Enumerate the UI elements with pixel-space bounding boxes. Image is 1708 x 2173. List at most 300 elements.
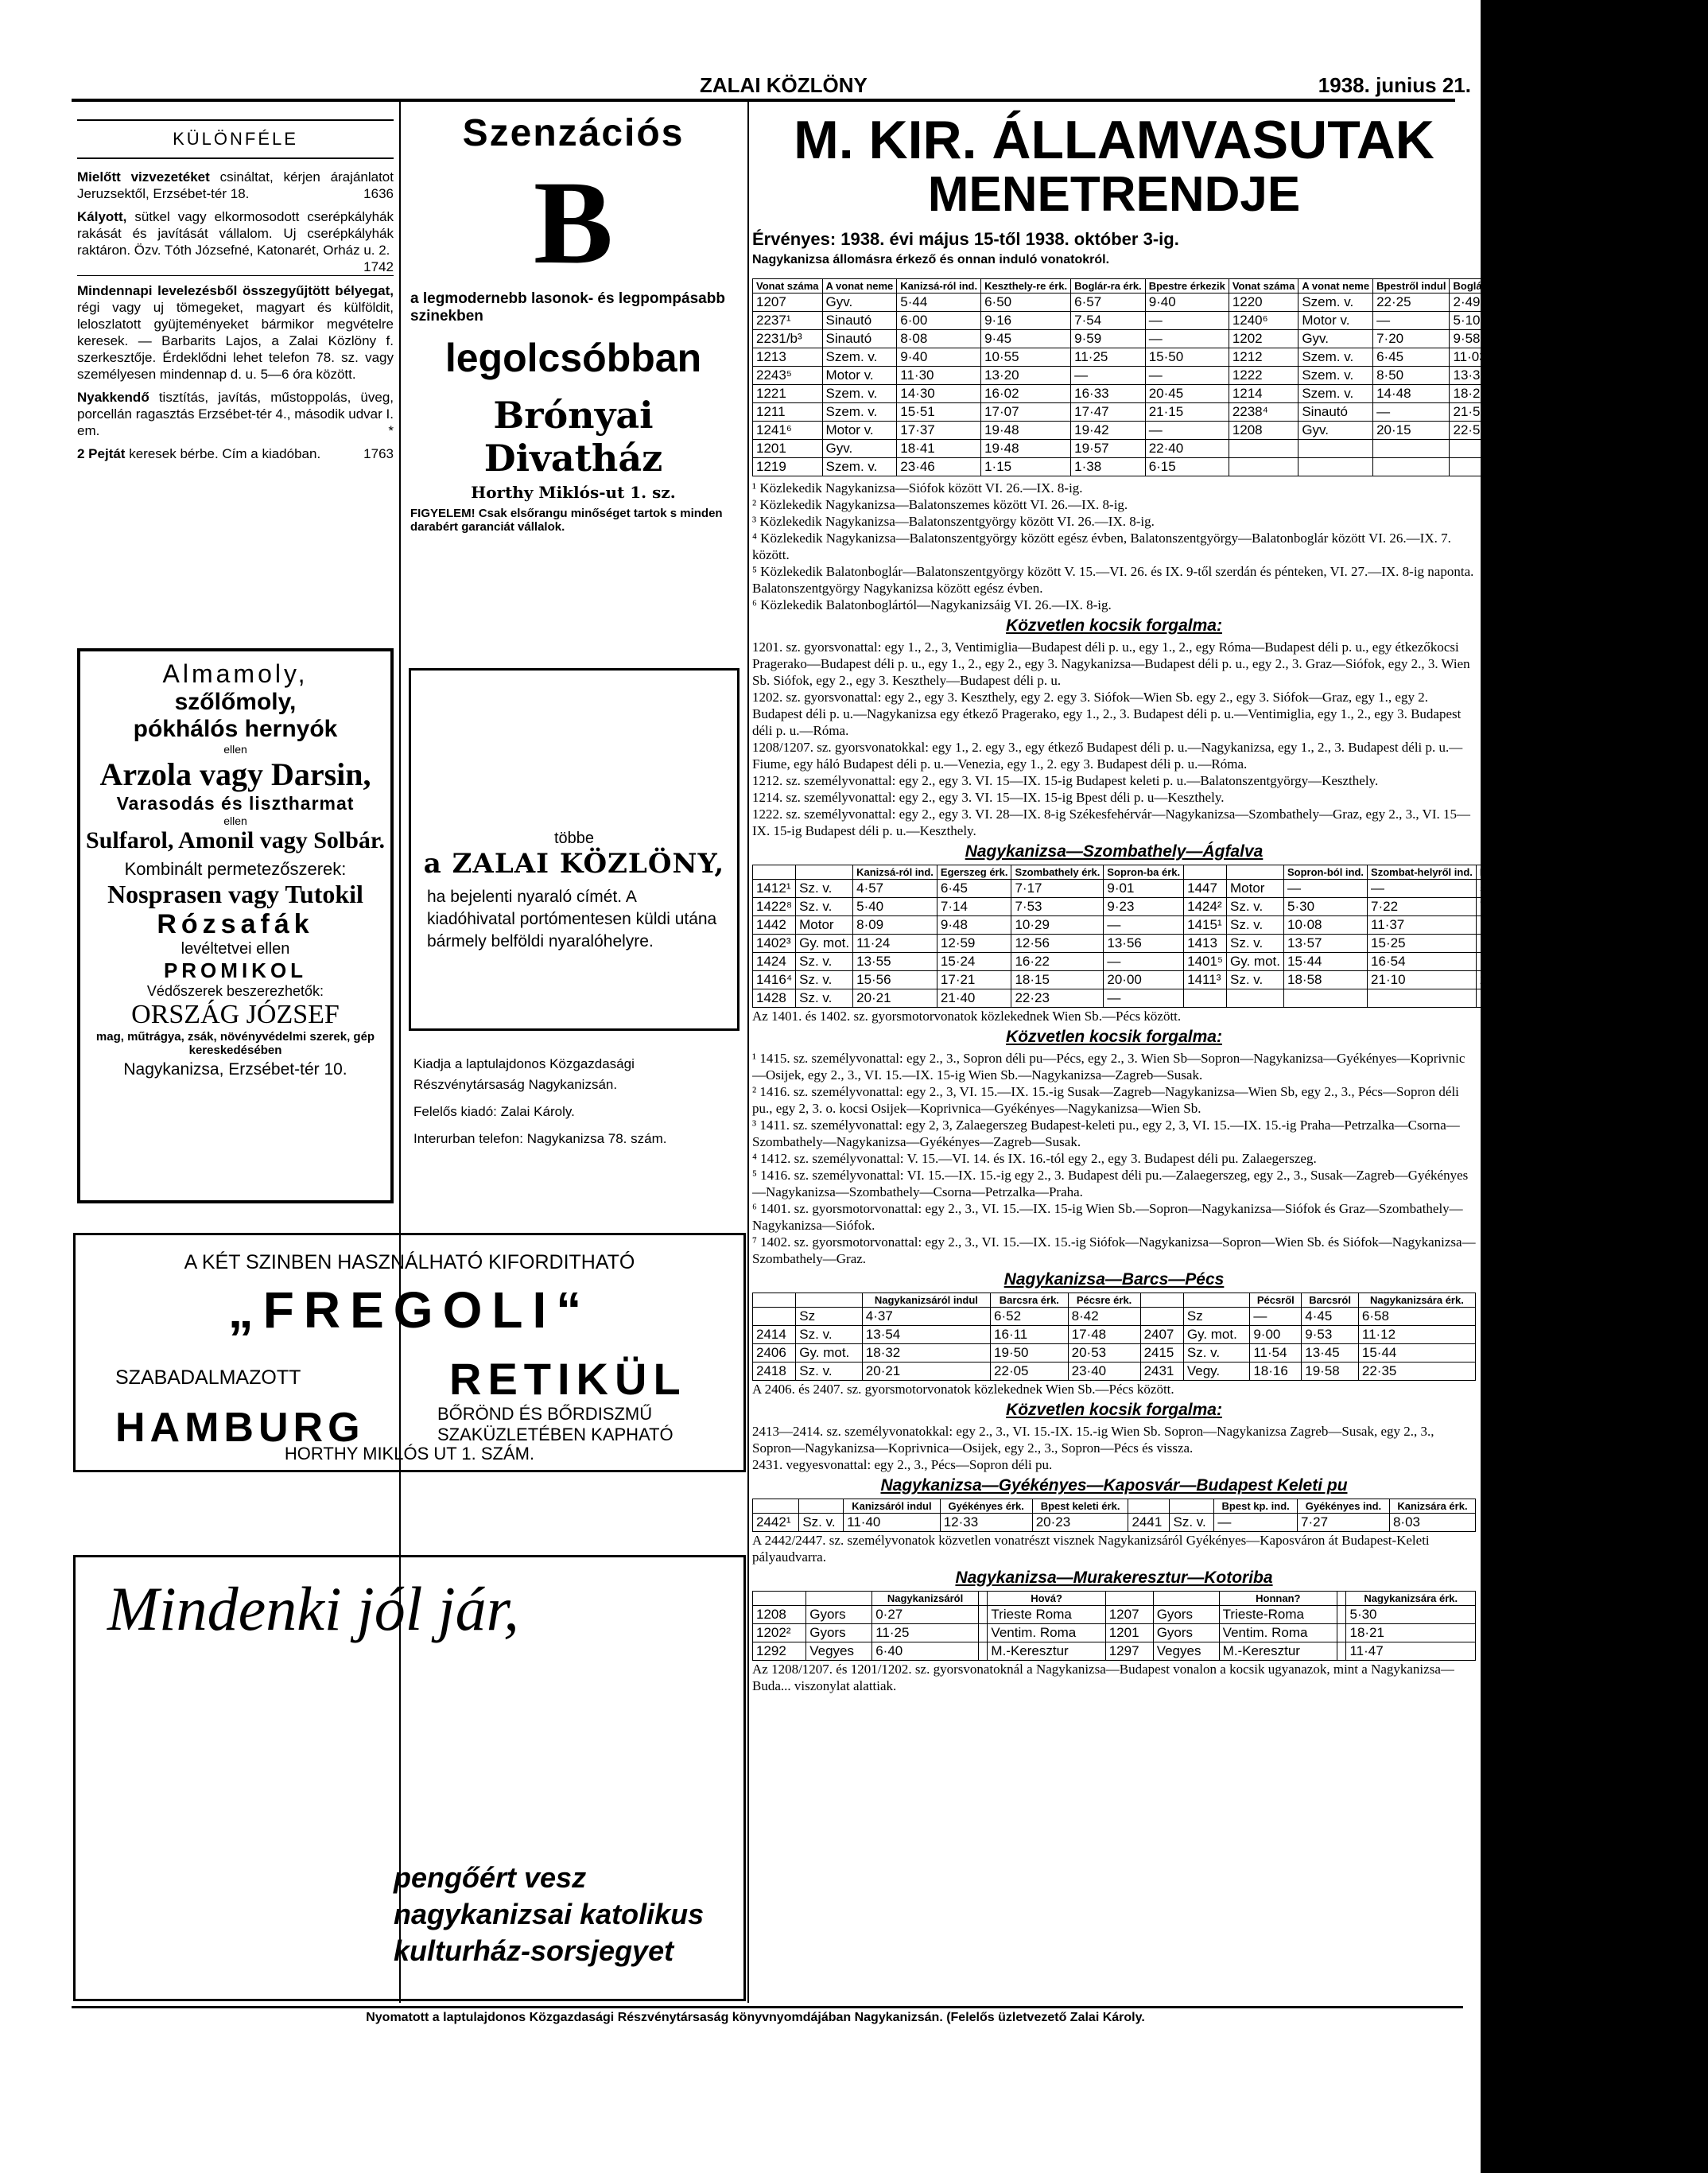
almamoly-ad [77, 648, 394, 1203]
table-cell: 6·50 [981, 293, 1071, 312]
table-cell: Trieste Roma [988, 1606, 1105, 1624]
column-header: A vonat neme [1298, 279, 1373, 293]
table-cell [978, 1624, 988, 1642]
table-cell: Szem. v. [1298, 293, 1373, 312]
table-cell: 5·30 [1284, 898, 1368, 916]
table-cell: 9·00 [1250, 1326, 1302, 1344]
table-row [753, 1344, 1476, 1362]
table-cell: Motor [1227, 880, 1284, 898]
column-header: Bpestre érkezik [1145, 279, 1229, 293]
table-cell: 20·45 [1145, 385, 1229, 403]
table-cell: Gyv. [822, 440, 897, 458]
classified-ad: Mindennapi levelezésből összegyűjtött bélyegat, régi vagy uj tömegeket, magyart és külföldit, leloszlatott gyüjteményeket bármikor megvételre keresek. — Barbarits Lajos, a Zalai Közlöny f. szerkesztője. Érdeklődni lehet telefon 78. sz. vagy személyesen mindennap d. u. 5—6 óra között. [77, 275, 394, 383]
table-cell: 5·50 [1527, 312, 1627, 330]
table-cell: Sinautó [822, 330, 897, 348]
table-cell: 0·27 [872, 1606, 979, 1624]
table-cell: 18·32 [862, 1344, 990, 1362]
table-cell: Ventim. Roma [1219, 1624, 1337, 1642]
table-cell: Sz. v. [1227, 935, 1284, 953]
table-cell: 1202 [1229, 330, 1298, 348]
column-header [1227, 865, 1284, 880]
table-cell: 2237¹ [753, 312, 823, 330]
column-header: Kanizsára érk. [1389, 1499, 1475, 1514]
table-cell: 18·58 [1284, 971, 1368, 989]
table-cell: 11·25 [872, 1624, 979, 1642]
list-item: ⁷ 1402. sz. gyorsmotorvonattal: egy 2., 3., VI. 15.—IX. 15.-ig Siófok—Nagykanizsa—Sopron—Wien Sb. és Siófok—Nagykanizsa—Szombathely—Graz. [752, 1234, 1476, 1266]
table-cell: Vegyes [806, 1642, 872, 1661]
table-cell: 6·40 [872, 1642, 979, 1661]
table-cell [1337, 1606, 1346, 1624]
table-cell: 20·23 [1032, 1514, 1128, 1532]
table-row [753, 1326, 1476, 1344]
list-item: ⁵ Közlekedik Balatonboglár—Balatonszentgyörgy között V. 15.—VI. 26. és IX. 9-től szerdán és pénteken, VI. 27.—IX. 8-ig naponta. Balatonszentgyörgy Nagykanizsa között egész évben. [752, 564, 1474, 596]
table-cell: 18·21 [1346, 1624, 1476, 1642]
table-cell: 11·40 [844, 1514, 941, 1532]
column-rule-2 [747, 102, 749, 2003]
table-cell: 6·52 [991, 1308, 1069, 1326]
column-header: Barcsra érk. [991, 1293, 1069, 1308]
table-cell: 5·30 [1346, 1606, 1476, 1624]
table-cell [1373, 440, 1450, 458]
list-item: ⁶ 1401. sz. gyorsmotorvonattal: egy 2., 3., VI. 15.—IX. 15-ig Wien Sb.—Sopron—Nagykanizsa—Siófok és Graz—Szombathely—Nagykanizsa—Siófok. [752, 1201, 1463, 1233]
table-cell: Sz. v. [796, 971, 853, 989]
zalai-kozlony-ad: többe a ZALAI KÖZLÖNY, ha bejelenti nyaraló címét. A kiadóhivatal portómentesen küldi utána bármely belföldi nyaralóhelyre. [409, 668, 739, 1031]
table-cell: 13·20 [981, 367, 1071, 385]
table-cell: Sinautó [1298, 403, 1373, 422]
table-cell: 19·57 [1071, 440, 1146, 458]
list-item: ² 1416. sz. személyvonattal: egy 2., 3, VI. 15.—IX. 15.-ig Susak—Zagreb—Nagykanizsa—Wien Sb, egy 2., 3., Pécs—Sopron déli pu., egy 2, 3. o. kocsi Osijek—Koprivnica—Gyékényes—Nagykanizsa—Wien Sb. [752, 1084, 1459, 1116]
issue-date: 1938. junius 21. [1318, 73, 1471, 97]
table-cell: 17·21 [937, 971, 1011, 989]
table-cell: 15·24 [937, 953, 1011, 971]
table-cell: Sz. v. [796, 880, 853, 898]
table-cell: 10·29 [1011, 916, 1104, 935]
column-header: Kanizsá-ról ind. [853, 865, 937, 880]
table-cell: 13·45 [1551, 916, 1632, 935]
table-cell: 8·09 [853, 916, 937, 935]
table-cell: 18·15 [1011, 971, 1104, 989]
sec5-note: Az 1208/1207. és 1201/1202. sz. gyorsvonatoknál a Nagykanizsa—Budapest vonalon a kocsik ugyanazok, mint a Nagykanizsa—Buda... viszonylat alattiak. [752, 1662, 1454, 1693]
table-cell: 5·10 [1450, 312, 1527, 330]
column-header [978, 1592, 988, 1606]
almamoly-ad-text: Almamoly, szőlőmoly, pókhálós hernyók ellen Arzola vagy Darsin, Varasodás és lisztharmat ellen Sulfarol, Amonil vagy Solbár. Kombinált permetezőszerek: Nosprasen vagy Tutokil Rózsafák levéltetvei ellen PROMIKOL Védőszerek beszerezhetők: ORSZÁG JÓZSEF mag, műtrágya, zsák, növényvédelmi szerek, gép kereskedésében Nagykanizsa, Erzsébet-tér 10. [86, 659, 385, 1079]
table-cell: 11·37 [1368, 916, 1477, 935]
column-header: Bpestről indul [1373, 279, 1450, 293]
table-cell: 11·47 [1346, 1642, 1476, 1661]
list-item: 1214. sz. személyvonattal: egy 2., egy 3. VI. 15—IX. 15-ig Bpest déli p. u—Keszthely. [752, 790, 1225, 805]
paper-name: ZALAI KÖZLÖNY [700, 73, 868, 97]
table-cell: 17·48 [1068, 1326, 1140, 1344]
column-header: Pécsről [1250, 1293, 1302, 1308]
table-cell: 17·47 [1071, 403, 1146, 422]
table-cell [1140, 1308, 1183, 1326]
list-item: ³ Közlekedik Nagykanizsa—Balatonszentgyörgy között VI. 26.—IX. 8-ig. [752, 514, 1155, 529]
table-cell: 7·27 [1298, 1514, 1390, 1532]
sec3-header [753, 1293, 1476, 1308]
table-cell [1337, 1642, 1346, 1661]
table-cell: 2·49 [1450, 293, 1527, 312]
table-cell: — [1368, 880, 1477, 898]
column-header: Nagykanizsáról [872, 1592, 979, 1606]
table-cell: 1240⁶ [1229, 312, 1298, 330]
table-cell: Gyors [1153, 1624, 1219, 1642]
table-cell: 1213 [753, 348, 823, 367]
table-cell: 4·45 [1302, 1308, 1359, 1326]
classified-ad: Nyakkendő tisztítás, javítás, műstoppolás, üveg, porcellán ragasztás Erzsébet-tér 4., második udvar I. em. * [77, 390, 394, 438]
table-cell: 11·24 [853, 935, 937, 953]
table-cell [1627, 440, 1708, 458]
table-cell: 23·40 [1068, 1362, 1140, 1381]
table-cell: 15·50 [1145, 348, 1229, 367]
table-cell [1368, 989, 1477, 1008]
list-item: 1212. sz. személyvonattal: egy 2., egy 3. VI. 15—IX. 15-ig Budapest keleti p. u.—Balatonszentgyörgy—Keszthely. [752, 773, 1379, 788]
classifieds-title: KÜLÖNFÉLE [77, 119, 394, 159]
table-cell: 15·56 [853, 971, 937, 989]
table-cell: 1401⁵ [1184, 953, 1227, 971]
table-cell: 2441 [1128, 1514, 1170, 1532]
table-cell: 10·05 [1527, 330, 1627, 348]
sec2-title: Nagykanizsa—Szombathely—Ágfalva [965, 842, 1264, 861]
table-cell: 1222 [1229, 367, 1298, 385]
table-cell: 1411³ [1184, 971, 1227, 989]
table-row [753, 1642, 1476, 1661]
table-cell: 23·34 [1627, 403, 1708, 422]
table-cell: 11·30 [897, 367, 981, 385]
table-cell [1627, 458, 1708, 476]
table-cell: 20·16 [1627, 385, 1708, 403]
column-header: Gyékényes érk. [940, 1499, 1032, 1514]
table-cell: 22·55 [1450, 422, 1527, 440]
table-cell: 22·40 [1145, 440, 1229, 458]
table-cell: 0·04 [1627, 422, 1708, 440]
table-cell: Gy. mot. [796, 1344, 862, 1362]
table-cell: 16·02 [981, 385, 1071, 403]
list-item: 1222. sz. személyvonattal: egy 2., egy 3. VI. 28—IX. 8-ig Székesfehérvár—Nagykanizsa—Szombathely—Graz, egy 2., 3., VI. 15—IX. 15-ig Budapest déli p. u.—Keszthely. [752, 807, 1470, 838]
table-cell: 1442 [753, 916, 796, 935]
table-cell: 18·27 [1551, 953, 1632, 971]
kozv3-title: Közvetlen kocsik forgalma: [1006, 1401, 1222, 1419]
table-cell: Gy. mot. [796, 935, 853, 953]
table-cell: 11·12 [1358, 1326, 1475, 1344]
table-cell: 21·52 [1450, 403, 1527, 422]
table-cell: 12·55 [1627, 348, 1708, 367]
table-cell: — [1284, 880, 1368, 898]
column-header [1183, 1293, 1249, 1308]
column-header [1184, 865, 1227, 880]
table-cell: Trieste-Roma [1219, 1606, 1337, 1624]
table-cell: Sz. v. [799, 1514, 844, 1532]
table-row [753, 367, 1708, 385]
table-cell: 1·15 [981, 458, 1071, 476]
kozv1-list [752, 639, 1476, 839]
table-cell: Gyors [1153, 1606, 1219, 1624]
table-cell: Sz. v. [796, 953, 853, 971]
table-cell: — [1104, 989, 1184, 1008]
column-header: Sopron-ba érk. [1104, 865, 1184, 880]
kozv3-list [752, 1423, 1476, 1473]
table-cell: 15·44 [1284, 953, 1368, 971]
table-cell: 15·44 [1358, 1344, 1475, 1362]
table-cell: Gyv. [1298, 330, 1373, 348]
table-cell [1284, 989, 1368, 1008]
column-header: Kanizsá-ra érk. [1551, 865, 1632, 880]
column-header: A vonat neme [822, 279, 897, 293]
table-cell: — [1373, 403, 1450, 422]
table-cell: Sz. v. [1227, 916, 1284, 935]
table-cell: 7·53 [1011, 898, 1104, 916]
table-cell: 2418 [753, 1362, 796, 1381]
table-row [753, 312, 1708, 330]
table-cell: 13·55 [853, 953, 937, 971]
table-cell: 1211 [753, 403, 823, 422]
sec2-timetable [752, 865, 1632, 1008]
table-cell: Motor v. [1298, 312, 1373, 330]
table-cell: 1208 [753, 1606, 806, 1624]
table-cell: 1412¹ [753, 880, 796, 898]
table-cell: — [1145, 422, 1229, 440]
table-cell: 13·45 [1302, 1344, 1359, 1362]
column-header: Barcsról [1302, 1293, 1359, 1308]
column-header: Kanizsá-ról ind. [897, 279, 981, 293]
column-header: Szombathely érk. [1011, 865, 1104, 880]
table-cell: — [1104, 953, 1184, 971]
table-cell: 12·33 [940, 1514, 1032, 1532]
column-header: Nagykanizsára érk. [1346, 1592, 1476, 1606]
classifieds [77, 119, 394, 468]
table-cell: 20·53 [1068, 1344, 1140, 1362]
table-cell: 23·46 [897, 458, 981, 476]
table-row [753, 293, 1708, 312]
table-cell: 23·26 [1551, 971, 1632, 989]
table-cell: Gy. mot. [1183, 1326, 1249, 1344]
table-cell: Motor v. [822, 367, 897, 385]
table-cell: 8·08 [897, 330, 981, 348]
column-header: Gyékényes ind. [1298, 1499, 1390, 1514]
table-cell: 20·15 [1373, 422, 1450, 440]
sec5-timetable [752, 1591, 1476, 1661]
table-cell: — [1250, 1308, 1302, 1326]
classified-ad: 2 Pejtát keresek bérbe. Cím a kiadóban. 1763 [77, 446, 394, 461]
column-header: Nagykanizsáról indul [862, 1293, 990, 1308]
table-cell: 7·14 [937, 898, 1011, 916]
table-cell [1450, 458, 1527, 476]
table-cell [1450, 440, 1527, 458]
table-cell: 20·21 [853, 989, 937, 1008]
table-cell: 9·01 [1104, 880, 1184, 898]
table-cell: 9·16 [981, 312, 1071, 330]
column-header: Bpest keleti érk. [1032, 1499, 1128, 1514]
column-header: Kanizsáról indul [844, 1499, 941, 1514]
list-item: ⁴ Közlekedik Nagykanizsa—Balatonszentgyörgy között egész évben, Balatonszentgyörgy—Balatonboglár között VI. 26.—IX. 7. között. [752, 531, 1451, 562]
column-header: Pécsre érk. [1068, 1293, 1140, 1308]
list-item: ¹ 1415. sz. személyvonattal: egy 2., 3., Sopron déli pu—Pécs, egy 2., 3. Wien Sb—Sopron—Nagykanizsa—Gyékényes—Koprivnic—Osijek, egy 2., 3., VI. 15.—IX. 15-ig Wien Sb.—Nagykanizsa—Zagreb—Susak. [752, 1051, 1465, 1083]
column-header [796, 865, 853, 880]
table-cell: 16·11 [991, 1326, 1069, 1344]
table-cell: 15·28 [1627, 367, 1708, 385]
table-cell: 1219 [753, 458, 823, 476]
table-cell: Motor v. [822, 422, 897, 440]
table-cell: 8·42 [1068, 1308, 1140, 1326]
column-header: Vonat száma [753, 279, 823, 293]
table-cell: 1292 [753, 1642, 806, 1661]
kozv2-title: Közvetlen kocsik forgalma: [1006, 1028, 1222, 1046]
table-cell: 17·37 [897, 422, 981, 440]
table-cell: 17·07 [981, 403, 1071, 422]
column-header: Keszthely-re érk. [981, 279, 1071, 293]
classified-ad: Mielőtt vizvezetéket csináltat, kérjen árajánlatot Jeruzsektől, Erzsébet-tér 18. 1636 [77, 169, 394, 201]
table-cell [1298, 440, 1373, 458]
table-cell [1527, 440, 1627, 458]
table-cell: Sz. v. [796, 989, 853, 1008]
column-header: Hová? [988, 1592, 1105, 1606]
table-cell: — [1145, 330, 1229, 348]
table-cell: 18·41 [897, 440, 981, 458]
table-cell: 1415¹ [1184, 916, 1227, 935]
table-cell: 1416⁴ [753, 971, 796, 989]
szenzacios-ad: Szenzációs B a legmodernebb lasonok- és legpompásabb szinekben legolcsóbban Brónyai Divatház Horthy Miklós-ut 1. sz. FIGYELEM! Csak elsőrangu minőséget tartok s minden darabért garanciát vállalok. [404, 111, 743, 534]
column-header [1153, 1592, 1219, 1606]
table-cell: 7·20 [1373, 330, 1450, 348]
table-cell: Szem. v. [822, 385, 897, 403]
column-header [1128, 1499, 1170, 1514]
table-cell: 1207 [753, 293, 823, 312]
table-cell: 19·50 [991, 1344, 1069, 1362]
table-row [753, 916, 1632, 935]
table-cell: M.-Keresztur [988, 1642, 1105, 1661]
table-cell: 21·15 [1145, 403, 1229, 422]
list-item: 2431. vegyesvonattal: egy 2., 3., Pécs—Sopron déli pu. [752, 1457, 1053, 1472]
table-cell: Szem. v. [822, 403, 897, 422]
list-item: ³ 1411. sz. személyvonattal: egy 2, 3, Zalaegerszeg Budapest-keleti pu., egy 2, 3, VI. 15.—IX. 15.-ig Praha—Petrzalka—Csorna—Szombathely—Nagykanizsa—Gyékényes—Zagreb—Susak. [752, 1118, 1460, 1149]
table-cell: 1202² [753, 1624, 806, 1642]
table-cell: — [1145, 367, 1229, 385]
table-cell: 19·42 [1071, 422, 1146, 440]
table-cell: Sinautó [822, 312, 897, 330]
table-cell: 1422⁸ [753, 898, 796, 916]
table-cell: 11·52 [1476, 916, 1551, 935]
table-cell: 19·58 [1302, 1362, 1359, 1381]
sec5-title: Nagykanizsa—Murakeresztur—Kotoriba [955, 1569, 1273, 1587]
list-item: ⁶ Közlekedik Balatonboglártól—Nagykanizsáig VI. 26.—IX. 8-ig. [752, 597, 1112, 612]
table-row [753, 1362, 1476, 1381]
table-cell: 6·00 [897, 312, 981, 330]
table-cell: 7·22 [1368, 898, 1477, 916]
table-cell: 16·33 [1071, 385, 1146, 403]
table-row [753, 385, 1708, 403]
column-header [753, 865, 796, 880]
table-row [753, 440, 1708, 458]
main-notes [752, 480, 1476, 613]
table-cell [1227, 989, 1284, 1008]
table-cell: 9·58 [1450, 330, 1527, 348]
sec2-note: Az 1401. és 1402. sz. gyorsmotorvonatok közlekednek Wien Sb.—Pécs között. [752, 1009, 1182, 1024]
table-cell: 6·58 [1358, 1308, 1475, 1326]
table-cell: 13·57 [1284, 935, 1368, 953]
table-cell [978, 1606, 988, 1624]
column-header: Vonat száma [1229, 279, 1298, 293]
table-cell: 1402³ [753, 935, 796, 953]
table-cell: 2406 [753, 1344, 796, 1362]
table-cell: 4·37 [862, 1308, 990, 1326]
table-row [753, 1624, 1476, 1642]
table-cell: 12·56 [1011, 935, 1104, 953]
table-cell: Sz. v. [1227, 898, 1284, 916]
printer-footer: Nyomatott a laptulajdonos Közgazdasági Részvénytársaság könyvnyomdájában Nagykanizsán. (Felelős üzletvezető Zalai Károly. [366, 2011, 1145, 2024]
table-cell: 4·57 [853, 880, 937, 898]
table-row [753, 403, 1708, 422]
table-cell [1527, 458, 1627, 476]
table-cell: 19·48 [981, 440, 1071, 458]
list-item: ⁴ 1412. sz. személyvonattal: V. 15.—VI. 14. és IX. 16.-tól egy 2., egy 3. Budapest déli pu. Zalaegerszeg. [752, 1151, 1317, 1166]
table-cell [1229, 440, 1298, 458]
table-cell: 1·38 [1071, 458, 1146, 476]
table-cell: 15·51 [897, 403, 981, 422]
column-header: Bpest kp. ind. [1214, 1499, 1298, 1514]
table-cell: 11·54 [1250, 1344, 1302, 1362]
column-header: Honnan? [1219, 1592, 1337, 1606]
table-cell: 12·59 [937, 935, 1011, 953]
table-cell: 6·57 [1071, 293, 1146, 312]
column-header: Kanizsá-ra érk. [1627, 279, 1708, 293]
table-cell: — [1145, 312, 1229, 330]
list-item: 1202. sz. gyorsvonattal: egy 2., egy 3. Keszthely, egy 2. egy 3. Siófok—Wien Sb. egy 2., egy 3. Siófok—Graz, egy 1., egy 2. Budapest déli p. u.—Nagykanizsa egy étkező Pragerako, egy 1., 2., 3. Budapest déli p. u.—Ventimiglia, egy 1., 2., egy 3. Budapest déli p. u.—Róma. [752, 690, 1462, 738]
table-row [753, 953, 1632, 971]
table-cell: 22·23 [1011, 989, 1104, 1008]
table-row [753, 1514, 1476, 1532]
table-cell: 11·15 [1627, 330, 1708, 348]
table-cell: 9·40 [1145, 293, 1229, 312]
table-cell: Szem. v. [1298, 367, 1373, 385]
table-cell: 11·03 [1450, 348, 1527, 367]
table-cell [1476, 989, 1551, 1008]
table-cell: 2243⁵ [753, 367, 823, 385]
table-cell: 22·05 [991, 1362, 1069, 1381]
column-header: Szombat-helyről ind. [1368, 865, 1477, 880]
sec3-title: Nagykanizsa—Barcs—Pécs [1003, 1270, 1225, 1289]
table-cell: 10·08 [1284, 916, 1368, 935]
table-cell: 16·22 [1011, 953, 1104, 971]
table-cell: 1424² [1184, 898, 1227, 916]
table-cell: 2238⁴ [1229, 403, 1298, 422]
table-cell: 4·37 [1627, 293, 1708, 312]
table-cell: 19·48 [981, 422, 1071, 440]
list-item: 1201. sz. gyorsvonattal: egy 1., 2., 3, Ventimiglia—Budapest déli p. u., egy 1., 2., egy Róma—Budapest déli p. u., egy étkezőkocsi Pragerako—Budapest déli p. u., egy 1., 2., egy 2., egy 3. Nagykanizsa—Budapest déli p. u., egy 2., 3. Graz—Siófok, egy 2., 3. Wien Sb. Siófok, egy 2., egy 3. Keszthely—Budapest déli p. u. [752, 639, 1470, 688]
table-cell: 8·50 [1373, 367, 1450, 385]
table-cell: 1220 [1229, 293, 1298, 312]
table-cell: 14·05 [1527, 367, 1627, 385]
table-cell: — [1373, 312, 1450, 330]
table-cell: 7·17 [1011, 880, 1104, 898]
table-cell: 5·40 [853, 898, 937, 916]
table-cell: 2431 [1140, 1362, 1183, 1381]
column-header: Keszthely-ről indul [1527, 279, 1627, 293]
table-cell [1551, 989, 1632, 1008]
footer-rule [72, 2006, 1463, 2008]
table-cell: 18·16 [1250, 1362, 1302, 1381]
sec4-timetable [752, 1499, 1476, 1532]
table-cell: 21·47 [1476, 971, 1551, 989]
table-cell: 8·03 [1389, 1514, 1475, 1532]
sec4-note: A 2442/2447. sz. személyvonatok közvetlen vonatrészt visznek Nagykanizsáról Gyékényes—Kaposváron át Budapest-Keleti pályaudvarra. [752, 1533, 1430, 1565]
table-row [753, 880, 1632, 898]
column-header [796, 1293, 862, 1308]
column-header: Nagykanizsára érk. [1358, 1293, 1475, 1308]
column-header [753, 1592, 806, 1606]
imprint: Kiadja a laptulajdonos Közgazdasági Részvénytársaság Nagykanizsán. Felelős kiadó: Zalai Károly. Interurban telefon: Nagykanizsa 78. szám. [413, 1056, 667, 1146]
table-cell: 5·60 [1476, 880, 1551, 898]
table-cell: 3·16 [1527, 293, 1627, 312]
table-cell: 1201 [753, 440, 823, 458]
